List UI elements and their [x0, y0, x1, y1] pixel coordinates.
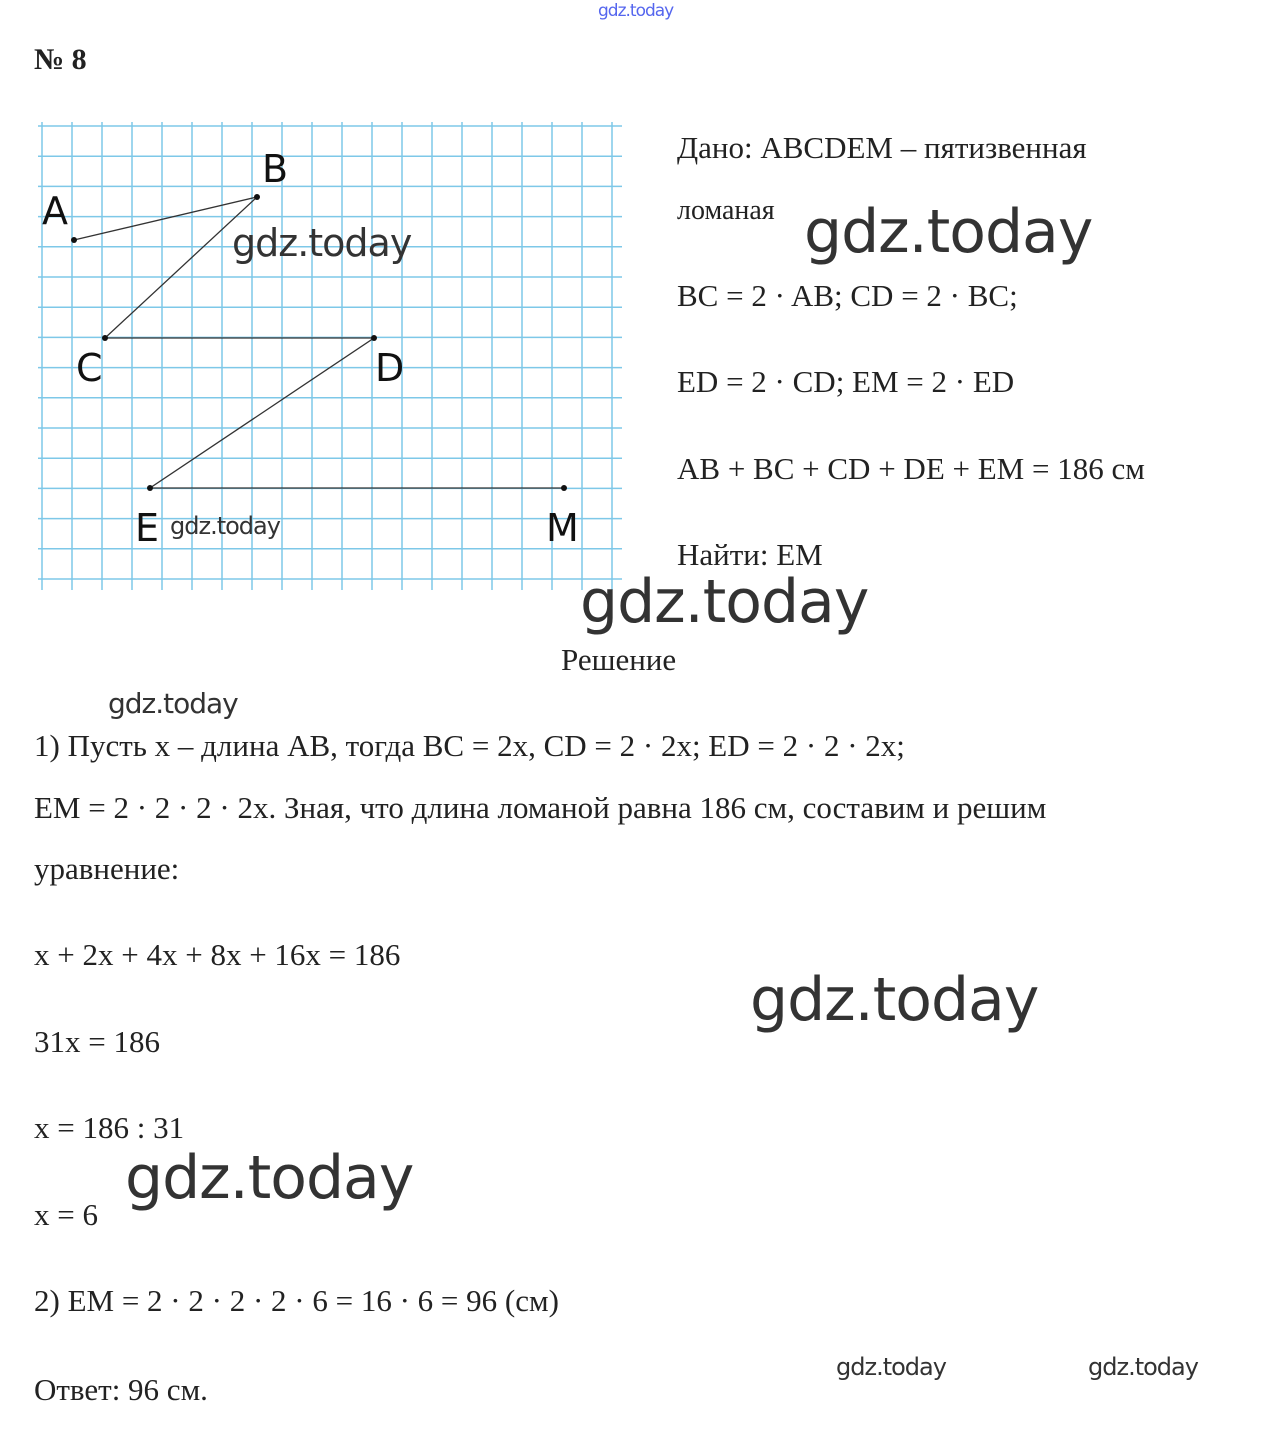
given-line: BC = 2 · AB; CD = 2 · BC;: [677, 278, 1018, 313]
watermark: gdz.today: [125, 1143, 414, 1213]
label-b: B: [262, 147, 289, 191]
watermark: gdz.today: [580, 567, 869, 637]
given-line: ED = 2 · CD; EM = 2 · ED: [677, 364, 1015, 399]
equation: 31x = 186: [34, 1024, 160, 1059]
solution-heading: Решение: [561, 642, 677, 677]
label-d: D: [375, 346, 405, 390]
grid: [38, 122, 622, 590]
watermark: gdz.today: [108, 687, 238, 720]
watermark: gdz.today: [598, 1, 674, 21]
given-line: AB + BC + CD + DE + EM = 186 см: [677, 451, 1145, 486]
given-line: Дано: ABCDEM – пятизвенная: [677, 130, 1087, 165]
watermark: gdz.today: [836, 1353, 946, 1381]
watermark: gdz.today: [750, 965, 1039, 1035]
solution-line: 1) Пусть x – длина AB, тогда BC = 2x, CD = 2 · 2x; ED = 2 · 2 · 2x;: [34, 728, 905, 763]
solution-line: EM = 2 · 2 · 2 · 2x. Зная, что длина ломаной равна 186 см, составим и решим: [34, 790, 1047, 825]
watermark: gdz.today: [804, 197, 1093, 267]
label-c: C: [76, 346, 103, 390]
label-m: M: [546, 506, 579, 550]
label-e: E: [135, 506, 160, 550]
watermark: gdz.today: [232, 221, 412, 265]
equation: x + 2x + 4x + 8x + 16x = 186: [34, 937, 401, 972]
polyline-figure: [0, 0, 640, 600]
answer: Ответ: 96 см.: [34, 1372, 208, 1407]
label-a: A: [42, 189, 68, 233]
given-line: ломаная: [677, 195, 775, 226]
find-line: Найти: EM: [677, 537, 823, 572]
solution-line: 2) EM = 2 · 2 · 2 · 2 · 6 = 16 · 6 = 96 (см): [34, 1283, 559, 1318]
problem-number: № 8: [34, 43, 87, 76]
equation: x = 186 : 31: [34, 1110, 185, 1145]
watermark: gdz.today: [170, 512, 280, 540]
solution-line: уравнение:: [34, 851, 180, 886]
watermark: gdz.today: [1088, 1353, 1198, 1381]
equation: x = 6: [34, 1197, 98, 1232]
